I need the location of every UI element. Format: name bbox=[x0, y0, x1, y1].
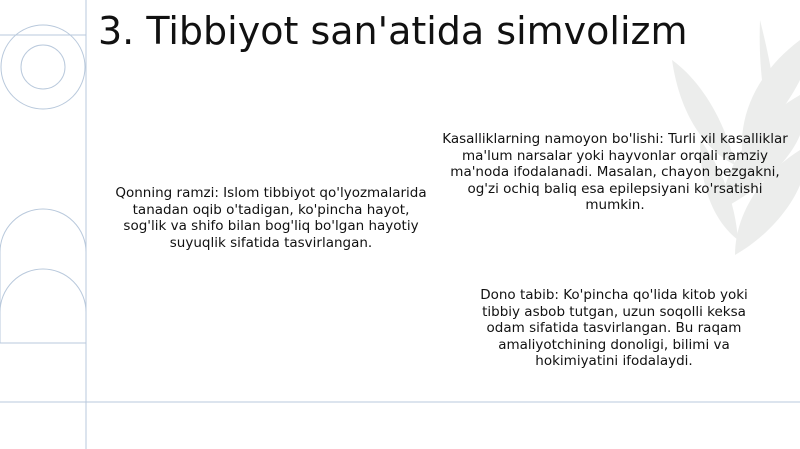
text-block-diseases: Kasalliklarning namoyon bo'lishi: Turli xil kasalliklar ma'lum narsalar yoki hayvonlar orqali ramziy ma'noda ifodalanadi. Masalan, chayon bezgakni, og'zi ochiq baliq esa epilepsiyani ko'rsatishi mumkin. bbox=[442, 131, 788, 213]
text-block-blood-symbol: Qonning ramzi: Islom tibbiyot qo'lyozmalarida tanadan oqib o'tadigan, ko'pincha hayot, sog'lik va shifo bilan bog'liq bo'lgan hayotiy suyuqlik sifatida tasvirlangan. bbox=[115, 185, 427, 251]
slide-title: 3. Tibbiyot san'atida simvolizm bbox=[98, 9, 688, 53]
text-block-wise-healer: Dono tabib: Ko'pincha qo'lida kitob yoki tibbiy asbob tutgan, uzun soqolli keksa odam sifatida tasvirlangan. Bu raqam amaliyotchining donoligi, bilimi va hokimiyatini ifodalaydi. bbox=[480, 287, 748, 369]
